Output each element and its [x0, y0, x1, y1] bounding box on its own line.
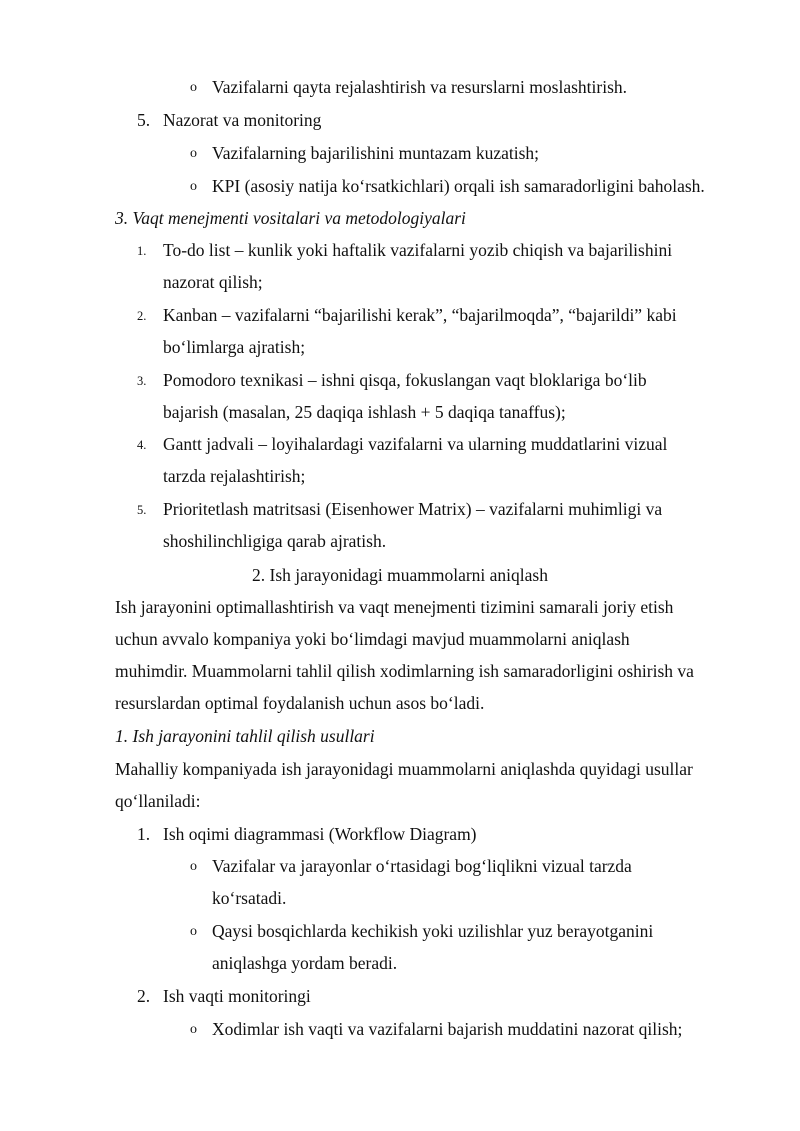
list-item-text: Vazifalar va jarayonlar o‘rtasidagi bog‘liqlikni vizual tarzda: [212, 856, 632, 876]
list-item-text: Ish vaqti monitoringi: [163, 986, 311, 1006]
list-item-text: Kanban – vazifalarni “bajarilishi kerak”, “bajarilmoqda”, “bajarildi” kabi: [163, 305, 677, 325]
list-item-text-continued: ko‘rsatadi.: [212, 888, 287, 908]
list-item-number: 4.: [137, 438, 147, 452]
paragraph-line: qo‘llaniladi:: [115, 791, 201, 811]
paragraph-line: Mahalliy kompaniyada ish jarayonidagi muammolarni aniqlashda quyidagi usullar: [115, 759, 693, 779]
list-bullet-marker: o: [190, 924, 197, 939]
paragraph-line: resurslardan optimal foydalanish uchun asos bo‘ladi.: [115, 693, 485, 713]
list-item-text: Gantt jadvali – loyihalardagi vazifalarni va ularning muddatlarini vizual: [163, 434, 668, 454]
chapter-heading: 2. Ish jarayonidagi muammolarni aniqlash: [252, 565, 548, 585]
list-item-number: 3.: [137, 374, 147, 388]
paragraph-line: Ish jarayonini optimallashtirish va vaqt menejmenti tizimini samarali joriy etish: [115, 597, 674, 617]
list-item-text: Qaysi bosqichlarda kechikish yoki uzilishlar yuz berayotganini: [212, 921, 654, 941]
list-item-number: 2.: [137, 309, 147, 323]
list-item-text-continued: shoshilinchligiga qarab ajratish.: [163, 531, 387, 551]
list-item-number: 1.: [137, 244, 147, 258]
list-item-text: Vazifalarning bajarilishini muntazam kuzatish;: [212, 143, 540, 163]
list-item-text: Vazifalarni qayta rejalashtirish va resurslarni moslashtirish.: [212, 77, 628, 97]
list-bullet-marker: o: [190, 146, 197, 161]
list-item-number: 1.: [137, 824, 151, 844]
list-bullet-marker: o: [190, 80, 197, 95]
paragraph-line: uchun avvalo kompaniya yoki bo‘limdagi mavjud muammolarni aniqlash: [115, 629, 630, 649]
list-item-text-continued: tarzda rejalashtirish;: [163, 466, 306, 486]
section-heading: 3. Vaqt menejmenti vositalari va metodologiyalari: [115, 208, 466, 228]
list-item-number: 2.: [137, 986, 151, 1006]
subsection-heading: 1. Ish jarayonini tahlil qilish usullari: [115, 726, 375, 746]
list-item-text: Pomodoro texnikasi – ishni qisqa, fokuslangan vaqt bloklariga bo‘lib: [163, 370, 647, 390]
list-item-text-continued: bajarish (masalan, 25 daqiqa ishlash + 5 daqiqa tanaffus);: [163, 402, 566, 422]
list-item-text: To-do list – kunlik yoki haftalik vazifalarni yozib chiqish va bajarilishini: [163, 240, 673, 260]
list-item-text-continued: nazorat qilish;: [163, 272, 263, 292]
list-item-text: Ish oqimi diagrammasi (Workflow Diagram): [163, 824, 477, 844]
list-bullet-marker: o: [190, 179, 197, 194]
list-item-number: 5.: [137, 110, 151, 130]
list-item-text-continued: aniqlashga yordam beradi.: [212, 953, 398, 973]
list-bullet-marker: o: [190, 1022, 197, 1037]
list-item-number: 5.: [137, 503, 147, 517]
list-item-text-continued: bo‘limlarga ajratish;: [163, 337, 306, 357]
list-item-text: KPI (asosiy natija ko‘rsatkichlari) orqali ish samaradorligini baholash.: [212, 176, 705, 196]
list-item-text: Xodimlar ish vaqti va vazifalarni bajarish muddatini nazorat qilish;: [212, 1019, 683, 1039]
paragraph-line: muhimdir. Muammolarni tahlil qilish xodimlarning ish samaradorligini oshirish va: [115, 661, 694, 681]
list-bullet-marker: o: [190, 859, 197, 874]
list-item-text: Nazorat va monitoring: [163, 110, 322, 130]
list-item-text: Prioritetlash matritsasi (Eisenhower Matrix) – vazifalarni muhimligi va: [163, 499, 663, 519]
